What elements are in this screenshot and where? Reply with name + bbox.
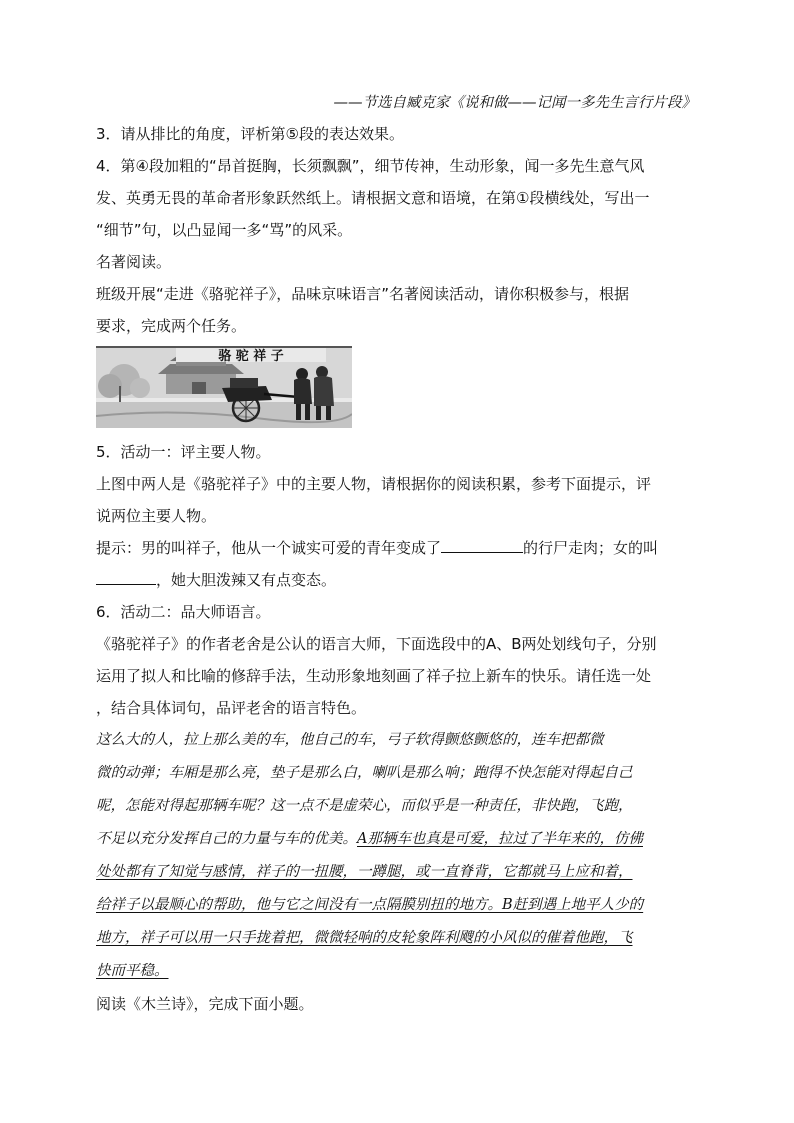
hint	[96, 532, 696, 564]
answer-blank-1[interactable]	[441, 534, 523, 553]
activity-intro	[96, 278, 696, 342]
answer-blank-2[interactable]	[96, 566, 156, 585]
passage-line	[96, 823, 696, 856]
underlined-sentence-a: 处处都有了知觉与感情，祥子的一扭腰，一蹲腿，或一直脊背，它都就马上应和着，	[96, 864, 633, 880]
hint-part-3: ，她大胆泼辣又有点变态。	[156, 571, 337, 589]
passage-line	[96, 856, 696, 889]
document-page	[96, 92, 696, 1020]
underlined-sentence-b: 快而平稳。	[96, 963, 169, 979]
question-4-line: “细节”句，以凸显闻一多“骂”的风采。	[96, 221, 353, 239]
question-6-line: ，结合具体词句，品评老舍的语言特色。	[96, 699, 367, 717]
question-5-title: 5．活动一：评主要人物。	[96, 443, 271, 461]
question-6-title: 6．活动二：品大师语言。	[96, 603, 271, 621]
passage-line: 这么大的人，拉上那么美的车，他自己的车，弓子软得颤悠颤悠的，连车把都微	[96, 732, 604, 748]
intro-line: 班级开展“走进《骆驼祥子》，品味京味语言”名著阅读活动，请你积极参与，根据	[96, 285, 630, 303]
book-illustration	[96, 346, 352, 428]
question-6-line: 《骆驼祥子》的作者老舍是公认的语言大师，下面选段中的A、B两处划线句子，分别	[96, 635, 657, 653]
next-section-prompt: 阅读《木兰诗》，完成下面小题。	[96, 995, 314, 1013]
question-4-line: 4．第④段加粗的“昂首挺胸，长须飘飘”，细节传神，生动形象，闻一多先生意气风	[96, 157, 645, 175]
passage-line: 呢，怎能对得起那辆车呢？这一点不是虚荣心，而似乎是一种责任，非快跑，飞跑，	[96, 798, 633, 814]
question-5	[96, 468, 696, 532]
underlined-sentence-a: A那辆车也真是可爱，拉过了半年来的，仿佛	[357, 831, 643, 847]
underlined-sentence-b: B赶到遇上地平人少的	[502, 897, 644, 913]
question-5-line: 说两位主要人物。	[96, 507, 217, 525]
hint-part-2: 的行尸走肉；女的叫	[523, 539, 659, 557]
intro-line: 要求，完成两个任务。	[96, 317, 247, 335]
passage-text: 不足以充分发挥自己的力量与车的优美。	[96, 831, 357, 847]
hint-cont	[96, 564, 696, 596]
excerpt-passage	[96, 724, 696, 988]
section-title: 名著阅读。	[96, 253, 172, 271]
question-6-line: 运用了拟人和比喻的修辞手法，生动形象地刻画了祥子拉上新车的快乐。请任选一处	[96, 667, 652, 685]
question-3: 3．请从排比的角度，评析第⑤段的表达效果。	[96, 125, 404, 143]
hint-part-1: 提示：男的叫祥子，他从一个诚实可爱的青年变成了	[96, 539, 442, 557]
passage-line: 微的动弹；车厢是那么亮，垫子是那么白，喇叭是那么响；跑得不快怎能对得起自己	[96, 765, 633, 781]
question-5-line: 上图中两人是《骆驼祥子》中的主要人物，请根据你的阅读积累，参考下面提示，评	[96, 475, 652, 493]
question-4-line: 发、英勇无畏的革命者形象跃然纸上。请根据文意和语境，在第①段横线处，写出一	[96, 189, 650, 207]
passage-line	[96, 889, 696, 922]
question-4	[96, 150, 696, 246]
passage-line	[96, 922, 696, 955]
underlined-sentence-a: 给祥子以最顺心的帮助，他与它之间没有一点隔膜别扭的地方。	[96, 897, 502, 913]
passage-line	[96, 955, 696, 988]
source-citation: ——节选自臧克家《说和做——记闻一多先生言行片段》	[333, 95, 696, 111]
illustration-title: 骆 驼 祥 子	[218, 349, 284, 364]
rickshaw-illustration	[96, 346, 352, 428]
question-6	[96, 628, 696, 724]
underlined-sentence-b: 地方，祥子可以用一只手拢着把，微微轻响的皮轮象阵利飕的小风似的催着他跑，飞	[96, 930, 633, 946]
